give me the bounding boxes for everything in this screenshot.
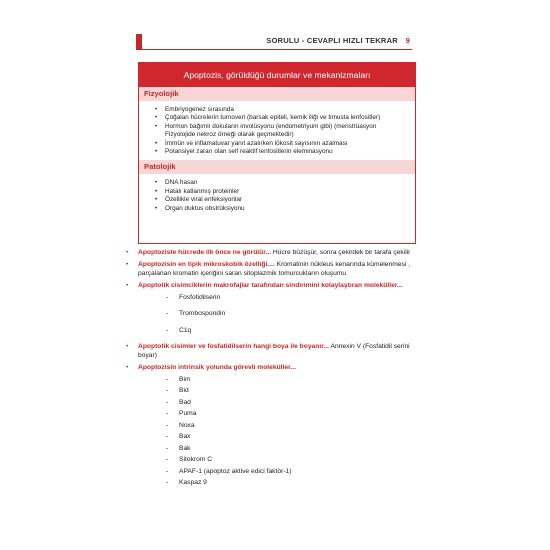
header-title: SORULU - CEVAPLI HIZLI TEKRAR <box>266 36 398 45</box>
list-item: • Embriyogenez sırasında <box>165 106 407 114</box>
sub-list-item: - Bim <box>166 375 191 383</box>
list-item: • Potansiyel zararı olan self reaktif lenfositlerin eleminasyonu <box>165 148 407 156</box>
sub-list <box>138 293 416 334</box>
list-item: • DNA hasarı <box>165 179 407 187</box>
bullet-icon: • <box>126 363 129 371</box>
answer-text: Kromatinin nükleus kenarında kümelenmesi , parçalanan kromatin içeriğini saran sitoplazmik tomurcukların oluşumu <box>138 261 411 278</box>
section-heading-physiologic: Fizyolojik <box>139 87 415 101</box>
qa-item <box>124 342 416 360</box>
running-header <box>136 34 412 49</box>
page-number: 9 <box>405 36 410 45</box>
bullet-icon: • <box>126 342 129 350</box>
sub-list-item: - Puma <box>166 410 197 418</box>
question-text: Apoptoziste hücrede ilk önce ne görülür... <box>138 249 272 256</box>
qa-item <box>124 363 416 488</box>
bullet-icon: • <box>126 282 129 290</box>
sub-list-item: - Sitokrom C <box>166 456 213 464</box>
pathologic-list <box>139 174 415 217</box>
answer-text: Annexin V (Fosfatidil serini boyar) <box>138 342 410 359</box>
question-text: Apoptozisin en tipik mikroskobik özelliği.... <box>138 261 275 269</box>
qa-item <box>124 260 416 278</box>
section-heading-pathologic: Patolojik <box>139 160 415 174</box>
sub-list <box>138 375 416 487</box>
answer-text: Hücre büzüşür, sonra çekirdek bir tarafa çekilir <box>271 249 411 256</box>
sub-list-item: - Fosfotidilserin <box>166 294 221 302</box>
question-text: Apoptozisin intrinsik yolunda görevli moleküller... <box>138 363 296 371</box>
sub-list-item: - Kaspaz 9 <box>166 479 207 487</box>
physiologic-list <box>139 101 415 160</box>
apoptosis-summary-box <box>138 62 416 244</box>
bullet-icon: • <box>126 261 129 269</box>
question-text: Apoptotik cisimler ve fosfatidilserin hangi boya ile boyanır... <box>138 342 330 350</box>
sub-list-item: - Bad <box>166 398 191 406</box>
sub-list-item: - Trombospondin <box>166 310 226 318</box>
list-item: • Özellikle viral enfeksiyonlar <box>165 196 407 204</box>
qa-item <box>124 248 416 257</box>
qa-item <box>124 281 416 334</box>
question-answer-list <box>124 248 416 490</box>
bullet-icon: • <box>126 249 129 256</box>
list-item: • Organ duktus obstrüksiyonu <box>165 205 407 213</box>
sub-list-item: - Bak <box>166 444 191 452</box>
question-text: Apoptotik cisimciklerin makrofajlar tarafından sindirimini kolaylaştıran moleküller... <box>138 282 403 290</box>
list-item: • Hormon bağımlı dokuların involüsyonu (endometriyum gibi) (menstrüasyon Fizyolojide nekroz örneği olarak geçmektedir) <box>165 123 407 140</box>
sub-list-item: - APAF-1 (apoptoz aktive edici faktör-1) <box>166 467 292 475</box>
sub-list-item: - C1q <box>166 326 192 334</box>
list-item: • Çoğalan hücrelerin turnoveri (barsak epiteli, kemik iliği ve timusta lenfositler) <box>165 114 407 122</box>
list-item: • Hatalı katlanmış proteinler <box>165 188 407 196</box>
box-title: Apoptozis, görüldüğü durumlar ve mekanizmaları <box>139 63 415 87</box>
sub-list-item: - Bid <box>166 387 189 395</box>
sub-list-item: - Bax <box>166 433 191 441</box>
list-item: • İmmün ve inflamatuvar yanıt azalırken lökosit sayısının azalması <box>165 140 407 148</box>
header-accent-block <box>136 34 142 49</box>
sub-list-item: - Noxa <box>166 421 195 429</box>
